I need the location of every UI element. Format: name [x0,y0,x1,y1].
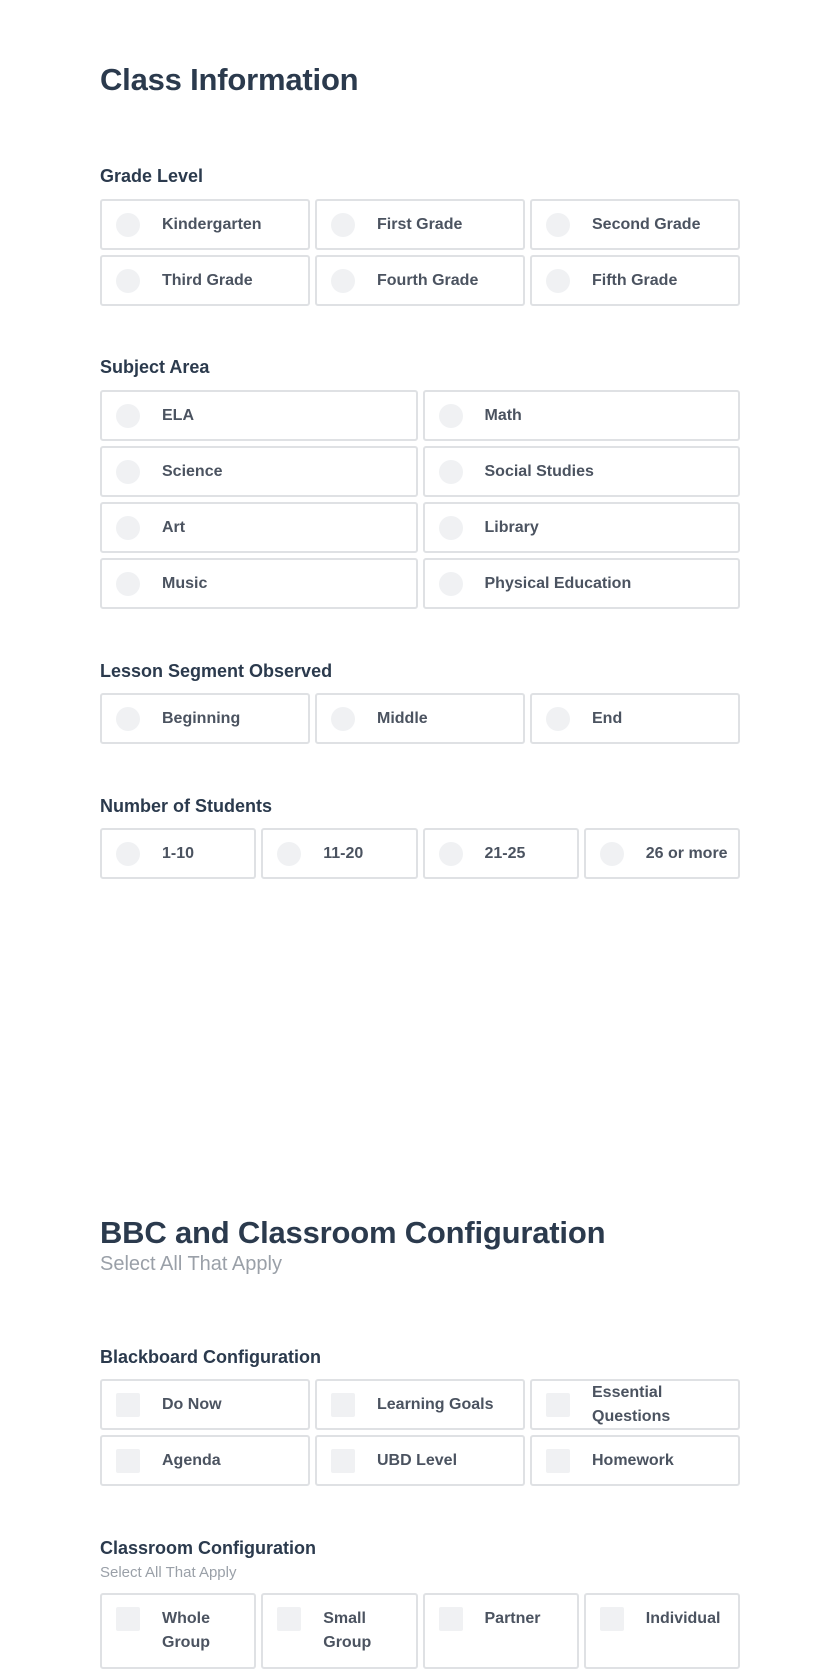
radio-circle-icon[interactable] [116,460,140,484]
classroom-option-small-group[interactable] [261,1593,417,1669]
checkbox-icon[interactable] [116,1607,140,1631]
grade-option-third-grade[interactable] [100,255,310,306]
radio-circle-icon[interactable] [116,404,140,428]
radio-circle-icon[interactable] [116,572,140,596]
subject-option-art[interactable] [100,502,418,553]
lesson-segment-options [100,693,740,744]
option-label: Science [162,462,223,480]
checkbox-icon[interactable] [331,1449,355,1473]
option-label: Kindergarten [162,215,262,233]
option-label: Small Group [323,1610,372,1651]
classroom-option-whole-group[interactable] [100,1593,256,1669]
option-label: Learning Goals [377,1395,494,1413]
blackboard-option-agenda[interactable] [100,1435,310,1486]
option-label: 21-25 [484,844,526,862]
option-label: ELA [162,406,194,424]
option-label: Art [162,518,186,536]
number-of-students-label: Number of Students [100,796,273,816]
radio-circle-icon[interactable] [116,516,140,540]
option-label: Homework [592,1451,674,1469]
checkbox-icon[interactable] [546,1449,570,1473]
option-label: End [592,709,623,727]
option-label: Middle [377,709,428,727]
radio-circle-icon[interactable] [116,842,140,866]
option-label: Social Studies [484,462,594,480]
option-label: Beginning [162,709,241,727]
blackboard-option-do-now[interactable] [100,1379,310,1430]
number-of-students-options [100,828,740,879]
option-label: Agenda [162,1451,221,1469]
segment-option-end[interactable] [530,693,740,744]
bbc-configuration-subtitle: Select All That Apply [100,1253,282,1275]
checkbox-icon[interactable] [116,1449,140,1473]
segment-option-beginning[interactable] [100,693,310,744]
option-label: 1-10 [162,844,195,862]
blackboard-option-learning-goals[interactable] [315,1379,525,1430]
option-label: Library [484,518,539,536]
option-label: First Grade [377,215,463,233]
grade-option-kindergarten[interactable] [100,199,310,250]
radio-circle-icon[interactable] [546,213,570,237]
radio-circle-icon[interactable] [439,572,463,596]
checkbox-icon[interactable] [277,1607,301,1631]
checkbox-icon[interactable] [546,1393,570,1417]
grade-option-fourth-grade[interactable] [315,255,525,306]
students-option-21-25[interactable] [423,828,579,879]
radio-circle-icon[interactable] [116,213,140,237]
option-label: Music [162,574,208,592]
students-option-11-20[interactable] [261,828,417,879]
blackboard-option-essential-questions[interactable] [530,1379,740,1430]
students-option-1-10[interactable] [100,828,256,879]
radio-circle-icon[interactable] [439,460,463,484]
radio-circle-icon[interactable] [116,707,140,731]
radio-circle-icon[interactable] [331,269,355,293]
option-label: UBD Level [377,1451,458,1469]
subject-option-science[interactable] [100,446,418,497]
grade-option-second-grade[interactable] [530,199,740,250]
radio-circle-icon[interactable] [116,269,140,293]
option-label: Second Grade [592,215,701,233]
classroom-option-individual[interactable] [584,1593,740,1669]
option-label: Whole Group [162,1610,210,1651]
radio-circle-icon[interactable] [277,842,301,866]
option-label: 26 or more [645,844,728,862]
subject-option-math[interactable] [423,390,741,441]
subject-option-library[interactable] [423,502,741,553]
blackboard-configuration-label: Blackboard Configuration [100,1347,322,1367]
subject-area-options [100,390,740,609]
classroom-configuration-label: Classroom Configuration [100,1538,317,1558]
subject-area-label: Subject Area [100,357,210,377]
classroom-configuration-sublabel: Select All That Apply [100,1564,237,1581]
option-label: 11-20 [323,844,364,862]
radio-circle-icon[interactable] [439,842,463,866]
subject-option-physical-education[interactable] [423,558,741,609]
classroom-option-partner[interactable] [423,1593,579,1669]
radio-circle-icon[interactable] [331,213,355,237]
radio-circle-icon[interactable] [546,707,570,731]
option-label: Third Grade [162,271,253,289]
lesson-segment-label: Lesson Segment Observed [100,661,333,681]
segment-option-middle[interactable] [315,693,525,744]
subject-option-music[interactable] [100,558,418,609]
option-label: Math [484,406,522,424]
students-option-26-or-more[interactable] [584,828,740,879]
blackboard-configuration-options [100,1379,740,1486]
classroom-configuration-options [100,1593,740,1669]
radio-circle-icon[interactable] [439,516,463,540]
checkbox-icon[interactable] [439,1607,463,1631]
subject-option-social-studies[interactable] [423,446,741,497]
option-label: Do Now [162,1395,222,1413]
checkbox-icon[interactable] [116,1393,140,1417]
class-information-title: Class Information [100,62,359,97]
checkbox-icon[interactable] [331,1393,355,1417]
checkbox-icon[interactable] [600,1607,624,1631]
blackboard-option-ubd-level[interactable] [315,1435,525,1486]
option-label: Fourth Grade [377,271,479,289]
option-label: Partner [484,1610,541,1627]
option-label: Fifth Grade [592,271,678,289]
radio-circle-icon[interactable] [600,842,624,866]
option-label: Essential Questions [592,1383,671,1425]
option-label: Physical Education [484,574,632,592]
grade-option-fifth-grade[interactable] [530,255,740,306]
grade-option-first-grade[interactable] [315,199,525,250]
radio-circle-icon[interactable] [439,404,463,428]
bbc-configuration-title: BBC and Classroom Configuration [100,1215,606,1250]
grade-level-label: Grade Level [100,166,204,186]
radio-circle-icon[interactable] [546,269,570,293]
blackboard-option-homework[interactable] [530,1435,740,1486]
radio-circle-icon[interactable] [331,707,355,731]
subject-option-ela[interactable] [100,390,418,441]
grade-level-options [100,199,740,306]
option-label: Individual [645,1610,721,1627]
